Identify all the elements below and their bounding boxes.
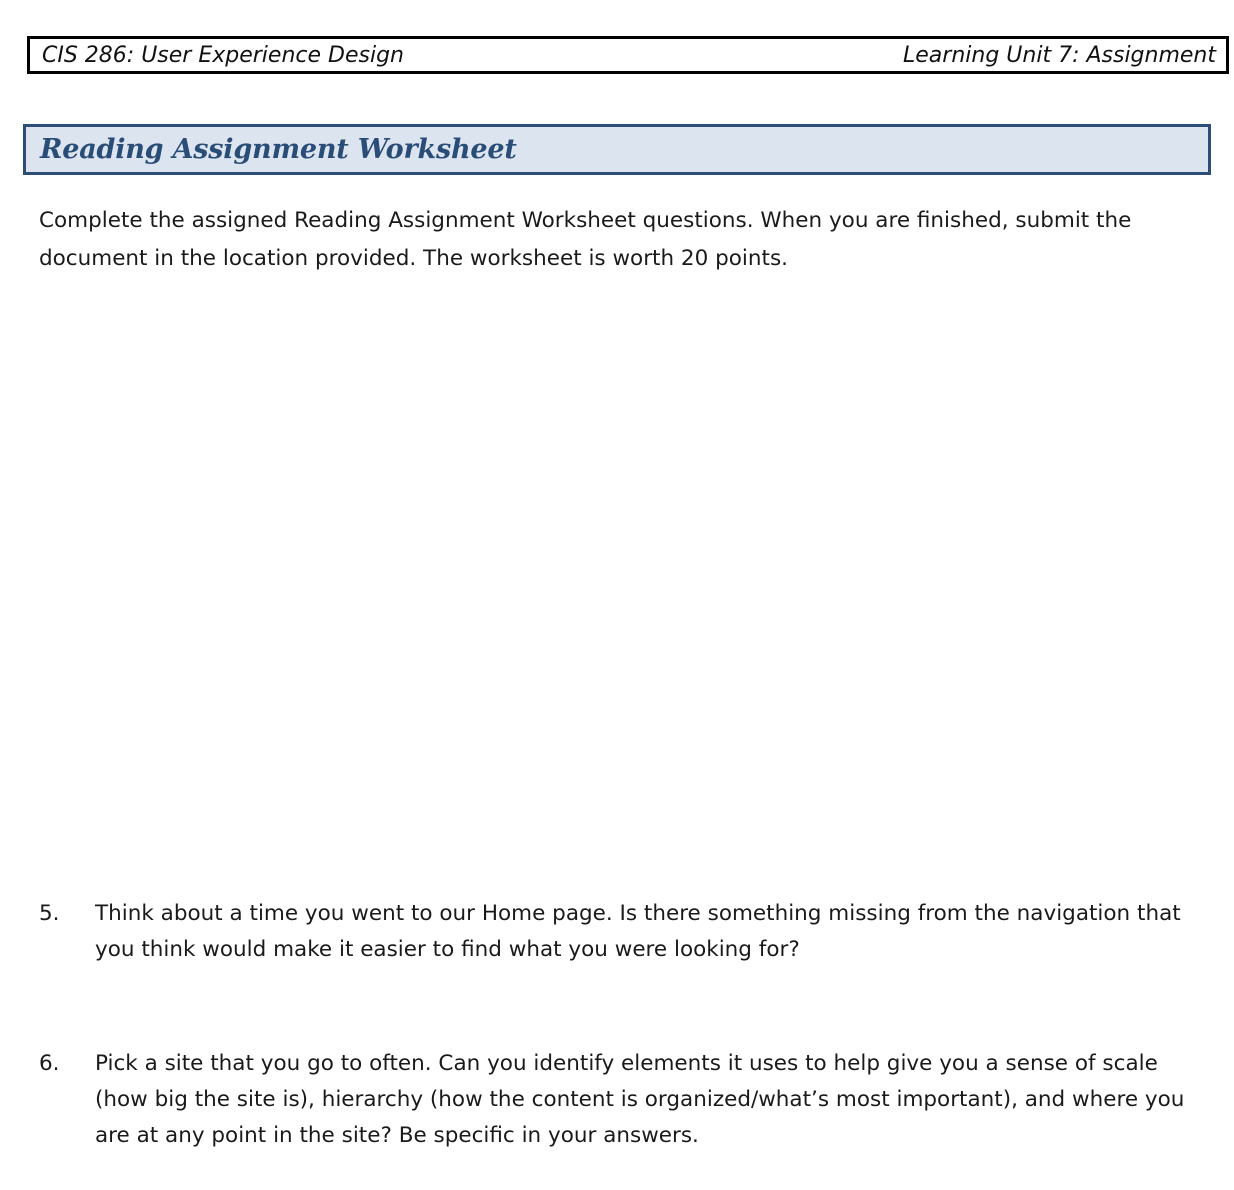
question-number: 5. [39,901,60,926]
question-item-5 [39,896,1199,968]
intro-paragraph: Complete the assigned Reading Assignment Worksheet questions. When you are finished, submit the document in the location provided. The worksheet is worth 20 points. [39,208,1132,271]
question-number: 6. [39,1051,60,1076]
unit-title: Learning Unit 7: Assignment [903,42,1216,68]
question-text: Think about a time you went to our Home page. Is there something missing from the navigation that you think would make it easier to find what you were looking for? [95,901,1181,962]
section-title: Reading Assignment Worksheet [40,134,517,165]
question-text: Pick a site that you go to often. Can you identify elements it uses to help give you a sense of scale (how big the site is), hierarchy (how the content is organized/what’s most important), and where you are at any point in the site? Be specific in your answers. [95,1051,1185,1148]
section-heading-box [23,124,1211,175]
question-item-6 [39,1046,1199,1154]
document-header [27,36,1229,74]
course-title: CIS 286: User Experience Design [42,42,404,68]
